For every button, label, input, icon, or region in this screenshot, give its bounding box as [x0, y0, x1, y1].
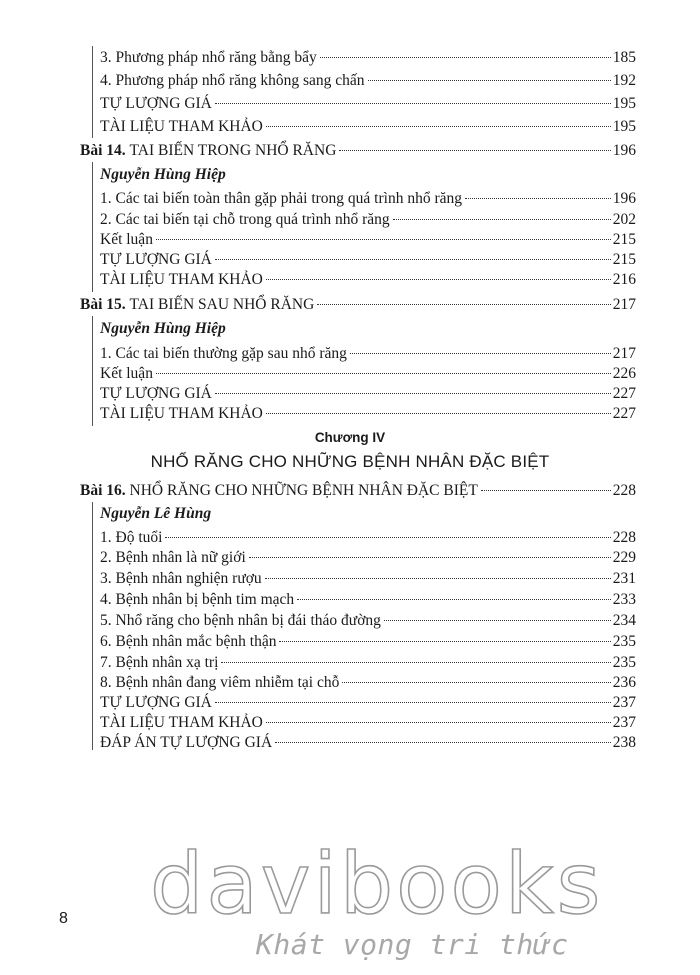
toc-entry-label: TỰ LƯỢNG GIÁ	[100, 251, 212, 268]
toc-entry[interactable]	[100, 250, 636, 270]
dot-leader	[215, 702, 611, 703]
toc-entry[interactable]	[100, 189, 636, 209]
lesson-title: NHỔ RĂNG CHO NHỮNG BỆNH NHÂN ĐẶC BIỆT	[129, 482, 478, 499]
dot-leader	[215, 259, 611, 260]
dot-leader	[265, 578, 611, 579]
toc-entry[interactable]	[100, 569, 636, 589]
toc-entry-label: 8. Bệnh nhân đang viêm nhiễm tại chỗ	[100, 674, 340, 691]
dot-leader	[266, 413, 611, 414]
toc-entry-page: 192	[612, 72, 636, 89]
dot-leader	[465, 198, 611, 199]
toc-entry-page: 237	[612, 714, 636, 731]
toc-entry-page: 195	[612, 95, 636, 112]
dot-leader	[339, 150, 610, 151]
dot-leader	[266, 126, 611, 127]
lesson-heading-14[interactable]	[80, 141, 636, 161]
toc-entry[interactable]	[100, 611, 636, 631]
lesson-title: TAI BIẾN SAU NHỔ RĂNG	[129, 296, 315, 313]
toc-entry-label: TÀI LIỆU THAM KHẢO	[100, 118, 263, 135]
toc-entry-label: TÀI LIỆU THAM KHẢO	[100, 714, 263, 731]
watermark-logo: davibooks	[150, 835, 604, 933]
toc-entry-page: 236	[612, 674, 636, 691]
toc-entry-page: 185	[612, 49, 636, 66]
page-number: 8	[59, 910, 68, 927]
toc-entry-page: 227	[612, 405, 636, 422]
toc-entry-label: TÀI LIỆU THAM KHẢO	[100, 405, 263, 422]
chapter-title: NHỔ RĂNG CHO NHỮNG BỆNH NHÂN ĐẶC BIỆT	[150, 452, 550, 471]
lesson-16-rule	[92, 502, 93, 750]
toc-entry[interactable]	[100, 713, 636, 733]
dot-leader	[156, 239, 611, 240]
section-a-rule	[92, 46, 93, 138]
lesson-number: Bài 15.	[80, 296, 126, 313]
toc-entry-label: TỰ LƯỢNG GIÁ	[100, 694, 212, 711]
lesson-number: Bài 16.	[80, 482, 126, 499]
dot-leader	[165, 537, 610, 538]
dot-leader	[221, 662, 610, 663]
toc-entry[interactable]	[100, 632, 636, 652]
toc-entry[interactable]	[100, 693, 636, 713]
toc-entry-page: 235	[612, 633, 636, 650]
toc-entry-label: 5. Nhổ răng cho bệnh nhân bị đái tháo đường	[100, 612, 381, 629]
toc-entry-label: 4. Bệnh nhân bị bệnh tim mạch	[100, 591, 295, 608]
toc-entry-label: 1. Các tai biến thường gặp sau nhổ răng	[100, 345, 347, 362]
dot-leader	[481, 490, 611, 491]
toc-entry[interactable]	[100, 404, 636, 424]
toc-entry[interactable]	[100, 230, 636, 250]
dot-leader	[249, 557, 611, 558]
toc-entry-label: TỰ LƯỢNG GIÁ	[100, 95, 212, 112]
dot-leader	[342, 682, 610, 683]
toc-entry[interactable]	[100, 270, 636, 290]
lesson-heading-label	[80, 295, 314, 315]
toc-entry[interactable]	[100, 71, 636, 91]
chapter-label: Chương IV	[314, 430, 386, 445]
toc-entry[interactable]	[100, 94, 636, 114]
toc-entry-label: 2. Bệnh nhân là nữ giới	[100, 549, 246, 566]
toc-entry-label: 1. Độ tuổi	[100, 529, 163, 546]
toc-entry-label: Kết luận	[100, 365, 153, 382]
lesson-title: TAI BIẾN TRONG NHỔ RĂNG	[129, 142, 337, 159]
toc-entry-page: 196	[612, 190, 636, 207]
lesson-heading-label	[80, 141, 336, 161]
lesson-heading-15[interactable]	[80, 295, 636, 315]
toc-entry-label: 1. Các tai biến toàn thân gặp phải trong quá trình nhổ răng	[100, 190, 463, 207]
lesson-14-rule	[92, 162, 93, 292]
toc-entry[interactable]	[100, 117, 636, 137]
lesson-author: Nguyễn Lê Hùng	[100, 505, 212, 522]
toc-entry[interactable]	[100, 653, 636, 673]
lesson-15-rule	[92, 316, 93, 426]
toc-entry-page: 237	[612, 694, 636, 711]
toc-entry[interactable]	[100, 384, 636, 404]
toc-entry-page: 215	[612, 231, 636, 248]
toc-entry-page: 227	[612, 385, 636, 402]
toc-entry-page: 229	[612, 549, 636, 566]
toc-entry-page: 228	[612, 529, 636, 546]
toc-entry-page: 216	[612, 271, 636, 288]
dot-leader	[215, 393, 611, 394]
dot-leader	[266, 279, 611, 280]
toc-entry[interactable]	[100, 733, 636, 753]
toc-entry-label: 4. Phương pháp nhổ răng không sang chấn	[100, 72, 365, 89]
toc-entry-page: 195	[612, 118, 636, 135]
toc-entry-label: 2. Các tai biến tại chỗ trong quá trình nhổ răng	[100, 211, 390, 228]
dot-leader	[297, 599, 611, 600]
dot-leader	[368, 80, 611, 81]
lesson-page: 196	[612, 142, 636, 159]
dot-leader	[393, 219, 611, 220]
toc-entry[interactable]	[100, 48, 636, 68]
toc-entry-page: 226	[612, 365, 636, 382]
toc-entry[interactable]	[100, 590, 636, 610]
toc-entry[interactable]	[100, 344, 636, 364]
toc-entry[interactable]	[100, 673, 636, 693]
lesson-heading-label	[80, 481, 478, 501]
dot-leader	[266, 722, 611, 723]
dot-leader	[320, 57, 611, 58]
toc-entry-label: 7. Bệnh nhân xạ trị	[100, 654, 219, 671]
watermark-tagline: Khát vọng tri thức	[256, 928, 569, 961]
toc-entry-label: TỰ LƯỢNG GIÁ	[100, 385, 212, 402]
dot-leader	[279, 641, 610, 642]
dot-leader	[350, 353, 611, 354]
lesson-page: 228	[612, 482, 636, 499]
lesson-heading-16[interactable]	[80, 481, 636, 501]
dot-leader	[156, 373, 611, 374]
toc-entry-label: 3. Phương pháp nhổ răng bằng bẩy	[100, 49, 317, 66]
toc-entry[interactable]	[100, 528, 636, 548]
toc-entry-label: TÀI LIỆU THAM KHẢO	[100, 271, 263, 288]
lesson-author: Nguyễn Hùng Hiệp	[100, 320, 226, 337]
lesson-number: Bài 14.	[80, 142, 126, 159]
toc-entry-label: ĐÁP ÁN TỰ LƯỢNG GIÁ	[100, 734, 273, 751]
dot-leader	[215, 103, 611, 104]
toc-entry-label: 6. Bệnh nhân mắc bệnh thận	[100, 633, 277, 650]
dot-leader	[317, 304, 610, 305]
toc-entry[interactable]	[100, 548, 636, 568]
dot-leader	[384, 620, 611, 621]
toc-entry-label: Kết luận	[100, 231, 153, 248]
toc-entry[interactable]	[100, 210, 636, 230]
lesson-page: 217	[612, 296, 636, 313]
toc-entry-page: 235	[612, 654, 636, 671]
dot-leader	[275, 742, 611, 743]
toc-entry-label: 3. Bệnh nhân nghiện rượu	[100, 570, 262, 587]
lesson-author: Nguyễn Hùng Hiệp	[100, 166, 226, 183]
toc-entry-page: 215	[612, 251, 636, 268]
toc-entry-page: 231	[612, 570, 636, 587]
toc-entry[interactable]	[100, 364, 636, 384]
toc-entry-page: 217	[612, 345, 636, 362]
toc-entry-page: 202	[612, 211, 636, 228]
toc-entry-page: 238	[612, 734, 636, 751]
toc-entry-page: 233	[612, 591, 636, 608]
toc-entry-page: 234	[612, 612, 636, 629]
